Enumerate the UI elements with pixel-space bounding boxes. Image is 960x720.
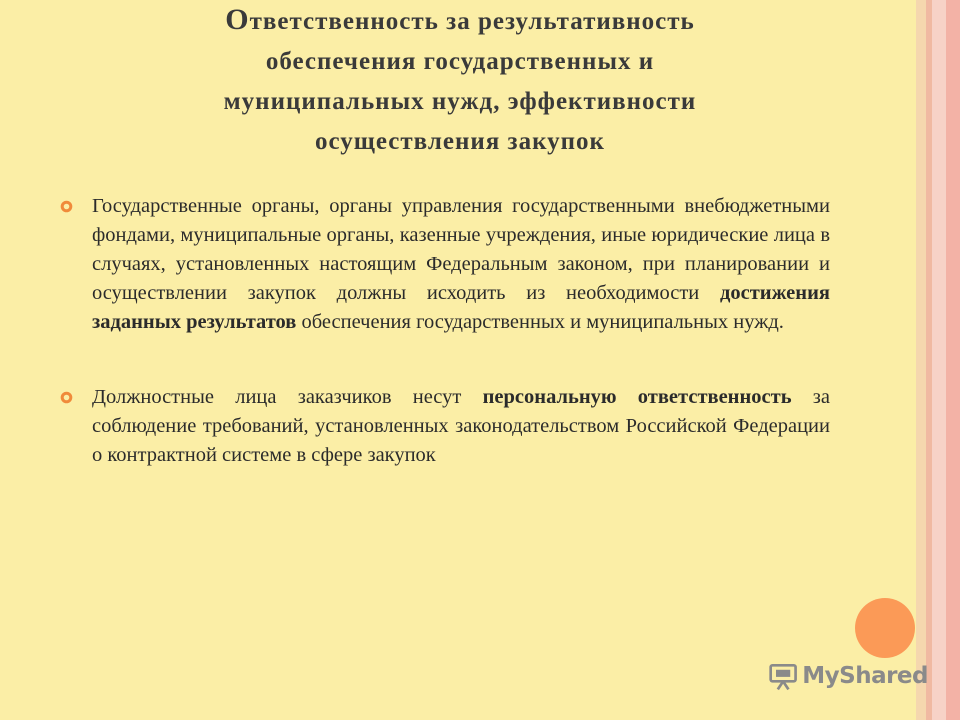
bullet-text: Государственные органы, органы управления государственными внебюджетными фондами, муниципальные органы, казенные учреждения, иные юридические лица в случаях, установленных настоящим Федеральным законом, при планировании и осуществлении закупок должны исходить из необходимости: [92, 195, 830, 304]
slide-title: [20, 0, 900, 162]
bullet-text: за соблюдение требований, установленных законодательством Российской Федерации о контрактной системе в сфере закупок: [92, 386, 830, 466]
bullet-item: [60, 383, 830, 470]
title-initial-letter: О: [225, 3, 250, 36]
presentation-board-icon: [768, 660, 798, 692]
decorative-circle: [855, 598, 915, 658]
bullet-bold-text: достижения заданных результатов: [92, 282, 830, 333]
title-line-4: осуществления закупок: [315, 128, 605, 155]
bullet-text: обеспечения государственных и муниципальных нужд.: [296, 311, 784, 333]
bullet-item: [60, 192, 830, 337]
title-line-2: обеспечения государственных и: [265, 48, 655, 75]
bullet-list: [60, 192, 830, 470]
bullet-text: Должностные лица заказчиков несут: [92, 386, 483, 408]
bullet-ring-icon: [60, 200, 73, 213]
title-line-1-rest: тветственность за результативность: [249, 8, 695, 35]
title-line-3: муниципальных нужд, эффективности: [223, 88, 697, 115]
decorative-stripe: [932, 0, 946, 720]
decorative-stripe: [946, 0, 960, 720]
bullet-ring-icon: [60, 391, 73, 404]
logo-label: MyShared: [802, 663, 928, 689]
myshared-logo: [768, 656, 928, 696]
bullet-bold-text: персональную ответственность: [482, 386, 792, 408]
decorative-stripe: [916, 0, 926, 720]
title-line-1: [20, 0, 900, 42]
